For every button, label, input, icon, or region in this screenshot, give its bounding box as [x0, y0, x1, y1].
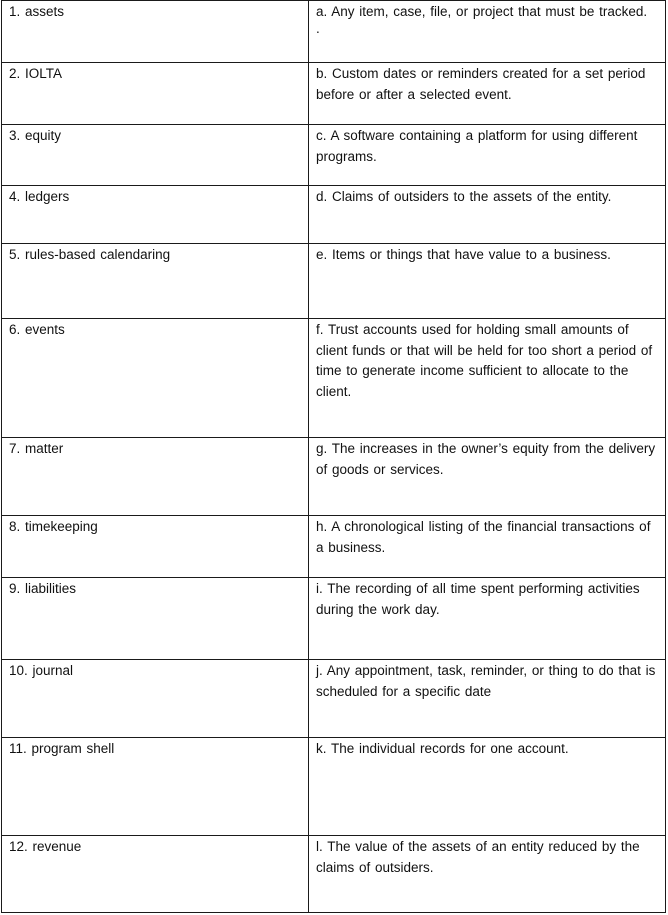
table-row [2, 319, 666, 438]
definition-cell: l. The value of the assets of an entity reduced by the claims of outsiders. [309, 836, 666, 913]
definition-cell: j. Any appointment, task, reminder, or thing to do that is scheduled for a specific date [309, 660, 666, 738]
definition-cell [309, 1, 666, 63]
definition-cell: e. Items or things that have value to a business. [309, 244, 666, 319]
definition-cell: k. The individual records for one account. [309, 738, 666, 836]
table-row [2, 244, 666, 319]
term-cell: 3. equity [2, 125, 309, 186]
table-row [2, 578, 666, 660]
definition-cell: d. Claims of outsiders to the assets of the entity. [309, 186, 666, 244]
table-row [2, 1, 666, 63]
table-row [2, 738, 666, 836]
definition-text: a. Any item, case, file, or project that must be tracked. [316, 4, 648, 19]
definition-cell: b. Custom dates or reminders created for a set period before or after a selected event. [309, 63, 666, 125]
term-cell: 11. program shell [2, 738, 309, 836]
term-cell: 8. timekeeping [2, 516, 309, 578]
term-cell: 6. events [2, 319, 309, 438]
definition-cell: i. The recording of all time spent performing activities during the work day. [309, 578, 666, 660]
term-cell: 2. IOLTA [2, 63, 309, 125]
term-cell: 7. matter [2, 438, 309, 516]
table-row [2, 438, 666, 516]
table-row [2, 125, 666, 186]
term-cell: 9. liabilities [2, 578, 309, 660]
table-row [2, 63, 666, 125]
matching-table [1, 0, 666, 913]
term-cell: 12. revenue [2, 836, 309, 913]
definition-cell: h. A chronological listing of the financial transactions of a business. [309, 516, 666, 578]
table-row [2, 186, 666, 244]
definition-cell: c. A software containing a platform for using different programs. [309, 125, 666, 186]
definition-extra-mark: . [316, 20, 320, 36]
term-cell: 5. rules-based calendaring [2, 244, 309, 319]
table-row [2, 660, 666, 738]
definition-cell: f. Trust accounts used for holding small amounts of client funds or that will be held for too short a period of time to generate income sufficient to allocate to the client. [309, 319, 666, 438]
term-cell: 4. ledgers [2, 186, 309, 244]
term-cell: 10. journal [2, 660, 309, 738]
term-cell: 1. assets [2, 1, 309, 63]
table-row [2, 836, 666, 913]
definition-cell: g. The increases in the owner’s equity from the delivery of goods or services. [309, 438, 666, 516]
table-row [2, 516, 666, 578]
